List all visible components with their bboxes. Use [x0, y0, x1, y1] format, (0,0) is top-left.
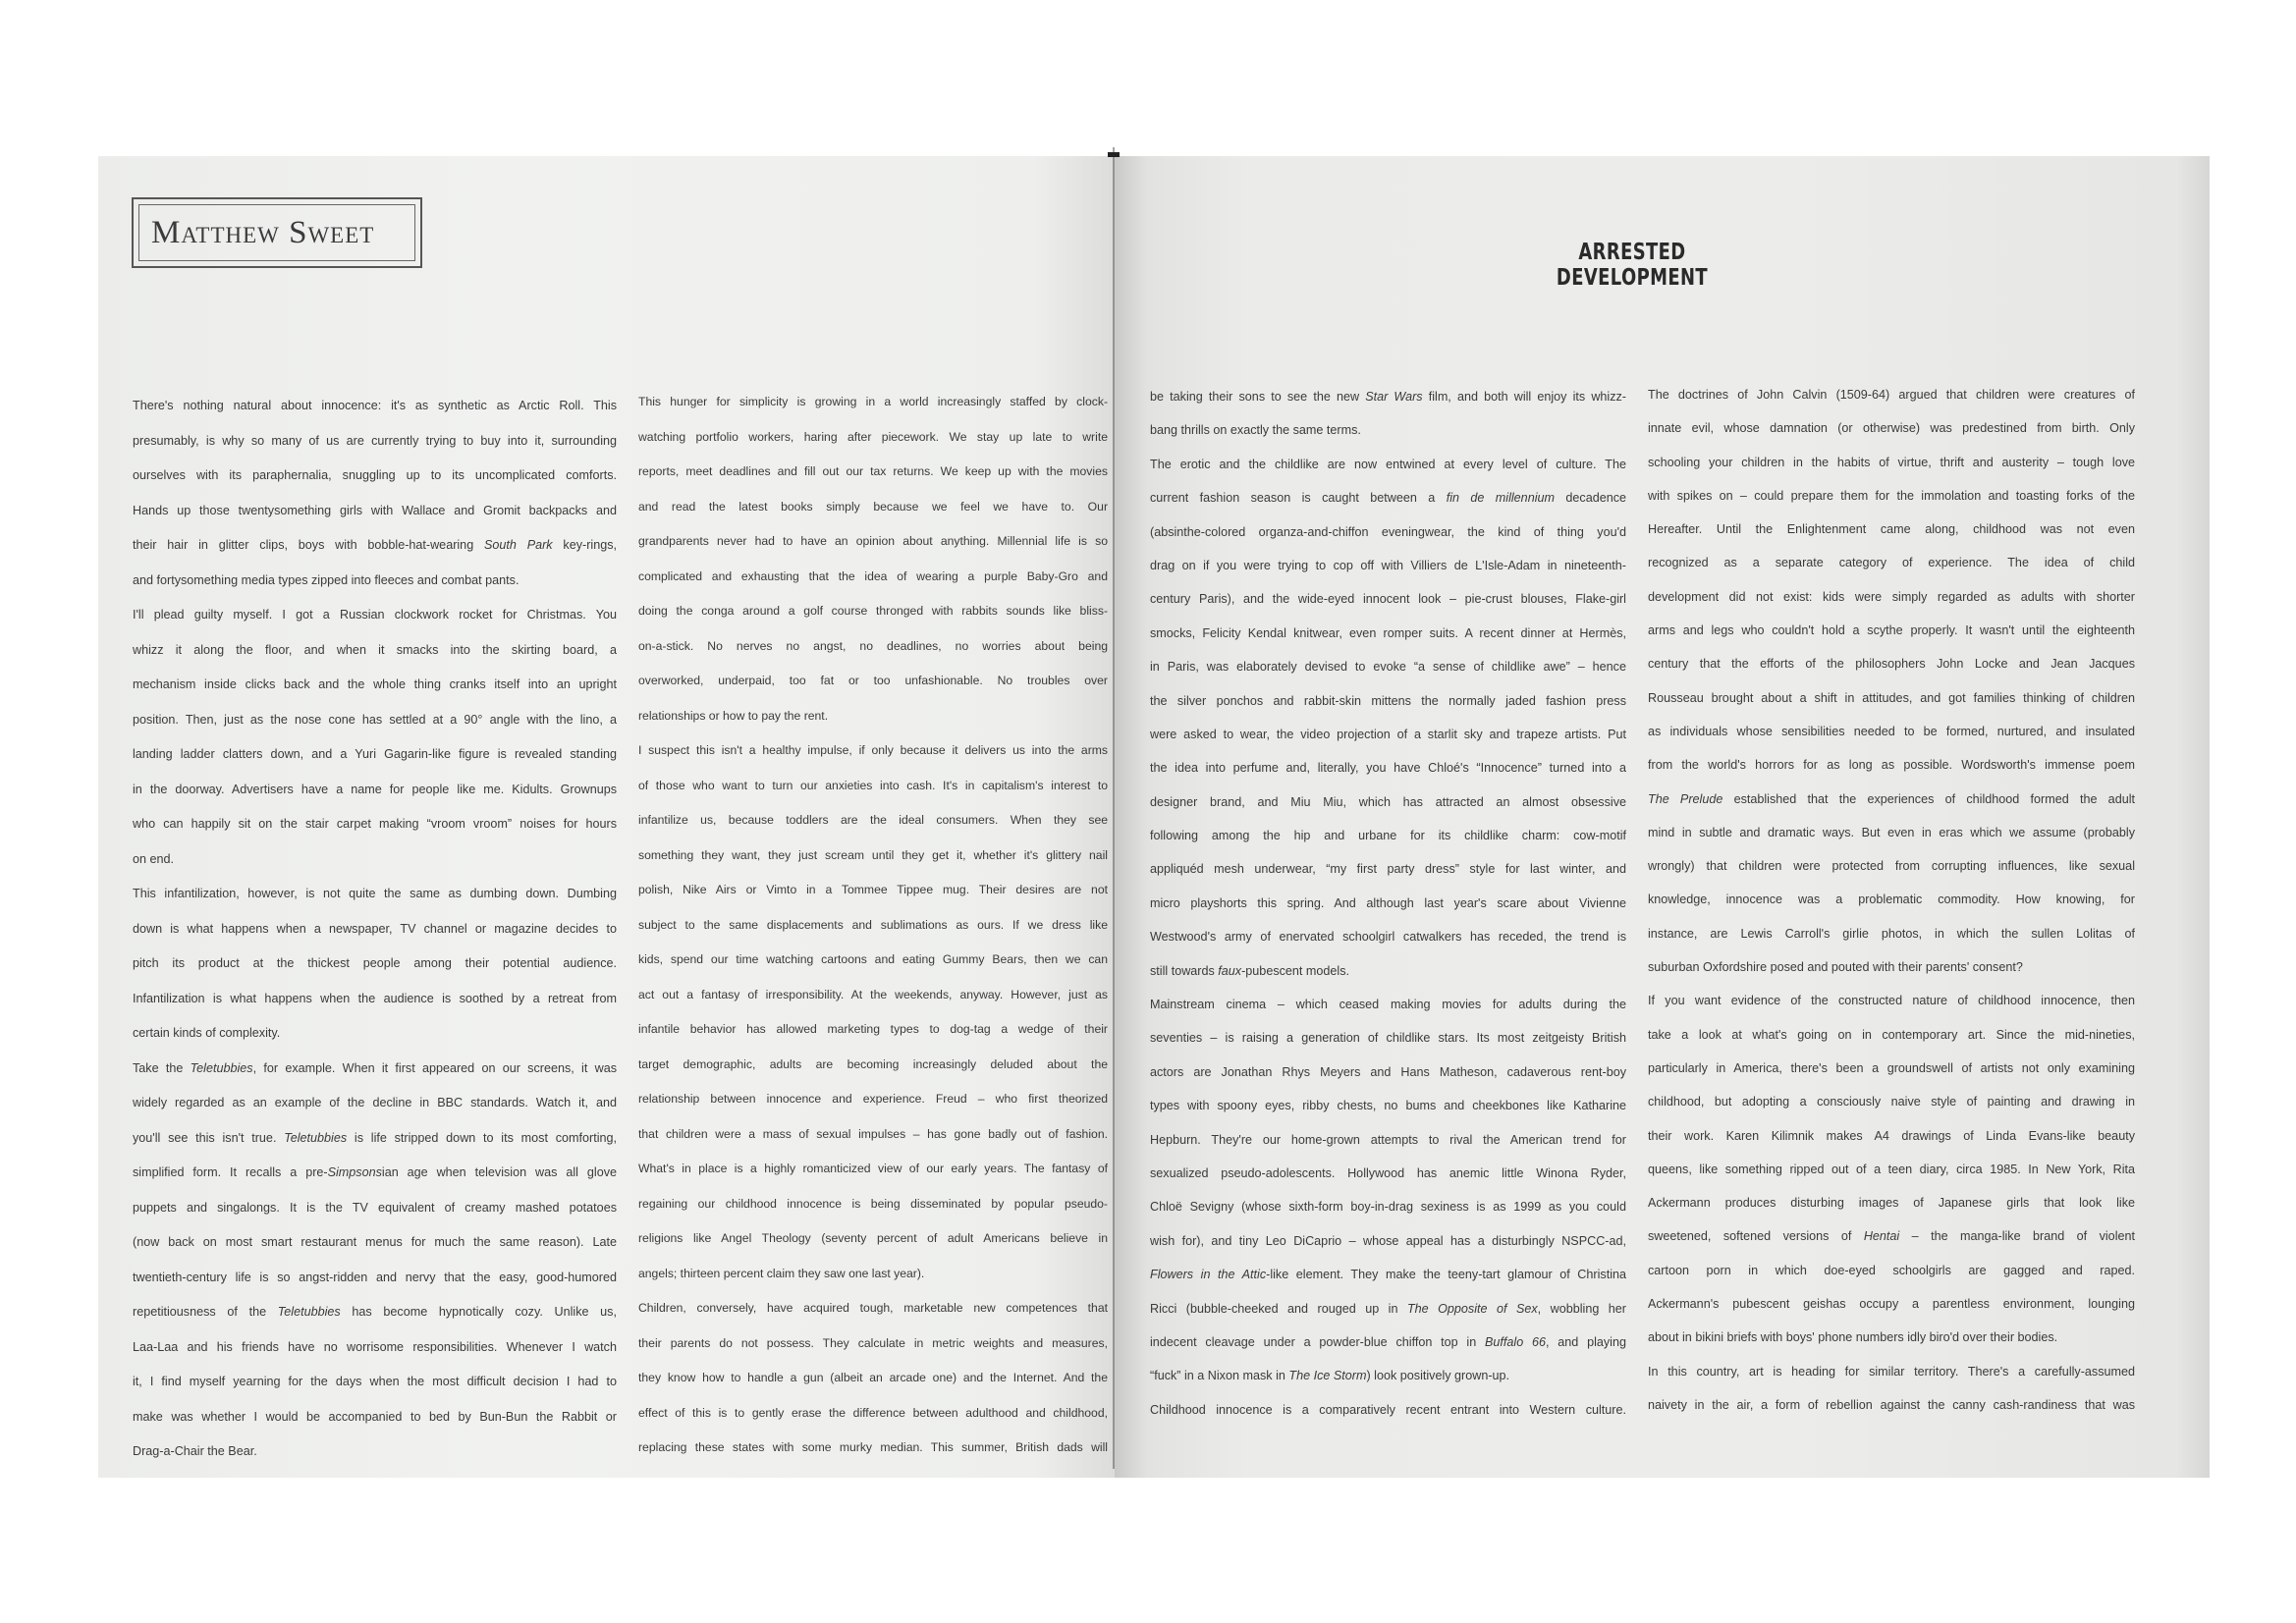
text-line: be taking their sons to see the new Star Wars film, and both will enjoy its whizz-: [1150, 390, 1627, 404]
italic-title: The Ice Storm: [1288, 1369, 1367, 1383]
text-line: as individuals whose sensibilities needed to be formed, nurtured, and insulated: [1648, 724, 2135, 738]
italic-title: fin de millennium: [1446, 491, 1555, 506]
text-line: childhood, but adopting a consciously naive style of painting and drawing in: [1648, 1095, 2135, 1109]
text-column-2: [638, 387, 1108, 1468]
text-line: still towards faux-pubescent models.: [1150, 963, 1350, 978]
text-line: drag on if you were trying to cop off with Villiers de L'Isle-Adam in nineteenth-: [1150, 558, 1626, 572]
italic-title: Buffalo 66: [1485, 1334, 1546, 1349]
text-line: the idea into perfume and, literally, you have Chloé's “Innocence” turned into a: [1150, 761, 1626, 776]
text-line: something they want, they just scream until they get it, whether it's glittery nail: [638, 847, 1108, 862]
article-title: ARRESTED DEVELOPMENT: [1556, 240, 1709, 291]
text-line: you'll see this isn't true. Teletubbies is life stripped down to its most comforting,: [133, 1130, 617, 1145]
text-line: in Paris, was elaborately devised to evoke “a sense of childlike awe” – hence: [1150, 660, 1626, 675]
text-line: schooling your children in the habits of virtue, thrift and austerity – tough love: [1648, 455, 2135, 469]
text-line: mechanism inside clicks back and the whole thing cranks itself into an upright: [133, 677, 617, 691]
text-line: about in bikini briefs with boys' phone numbers idly biro'd over their bodies.: [1648, 1330, 2058, 1345]
text-line: This infantilization, however, is not quite the same as dumbing down. Dumbing: [133, 887, 617, 900]
paragraph: [638, 735, 1108, 1293]
text-line: infantilize us, because toddlers are the ideal consumers. When they see: [638, 813, 1108, 827]
text-line: Hepburn. They're our home-grown attempts to rival the American trend for: [1150, 1132, 1626, 1147]
text-line: Drag-a-Chair the Bear.: [133, 1444, 257, 1458]
text-line: act out a fantasy of irresponsibility. At the weekends, anyway. However, just as: [638, 987, 1108, 1001]
text-line: naivety in the air, a form of rebellion against the canny cash-randiness that was: [1648, 1397, 2135, 1412]
text-line: infantile behavior has allowed marketing types to dog-tag a wedge of their: [638, 1022, 1108, 1036]
text-line: Laa-Laa and his friends have no worrisome responsibilities. Whenever I watch: [133, 1339, 617, 1354]
text-line: they know how to handle a gun (albeit an arcade one) and the Internet. And the: [638, 1371, 1108, 1384]
italic-title: The Opposite of Sex: [1406, 1301, 1538, 1316]
text-line: Hereafter. Until the Enlightenment came along, childhood was not even: [1648, 522, 2135, 537]
italic-title: faux: [1218, 963, 1242, 978]
text-line: bang thrills on exactly the same terms.: [1150, 423, 1361, 438]
text-line: designer brand, and Miu Miu, which has attracted an almost obsessive: [1150, 794, 1626, 809]
text-line: whizz it along the floor, and when it smacks into the skirting board, a: [133, 642, 617, 657]
text-line: their parents do not possess. They calculate in metric weights and measures,: [638, 1335, 1108, 1350]
text-line: doing the conga around a golf course thronged with rabbits sounds like bliss-: [638, 604, 1108, 618]
text-line: actors are Jonathan Rhys Meyers and Hans Matheson, cadaverous rent-boy: [1150, 1064, 1626, 1079]
text-line: Hands up those twentysomething girls with Wallace and Gromit backpacks and: [133, 503, 617, 517]
text-line: Childhood innocence is a comparatively recent entrant into Western culture.: [1150, 1402, 1626, 1417]
paragraph: [1150, 990, 1626, 1395]
text-line: In this country, art is heading for similar territory. There's a carefully-assumed: [1648, 1364, 2135, 1379]
text-line: The Prelude established that the experiences of childhood formed the adult: [1648, 791, 2135, 806]
text-line: make was whether I would be accompanied to bed by Bun-Bun the Rabbit or: [133, 1409, 617, 1424]
paragraph: [1150, 1395, 1626, 1429]
text-line: were asked to wear, the video projection of a starlit sky and trapeze artists. Put: [1150, 727, 1626, 741]
text-line: presumably, is why so many of us are currently trying to buy into it, surrounding: [133, 433, 617, 448]
text-line: subject to the same displacements and sublimations as ours. If we dress like: [638, 917, 1108, 932]
text-line: regaining our childhood innocence is being disseminated by popular pseudo-: [638, 1196, 1108, 1211]
text-line: from the world's horrors for as long as possible. Wordsworth's immense poem: [1648, 758, 2135, 773]
text-line: Ackermann's pubescent geishas occupy a parentless environment, lounging: [1648, 1297, 2135, 1312]
italic-title: Hentai: [1863, 1229, 1900, 1244]
text-line: (absinthe-colored organza-and-chiffon eveningwear, the kind of thing you'd: [1150, 524, 1626, 539]
text-line: wrongly) that children were protected from corrupting influences, like sexual: [1648, 859, 2135, 874]
text-line: widely regarded as an example of the decline in BBC standards. Watch it, and: [133, 1096, 617, 1109]
italic-title: Simpsons: [327, 1165, 382, 1179]
text-line: ourselves with its paraphernalia, snuggling up to its uncomplicated comforts.: [133, 468, 617, 482]
text-line: their work. Karen Kilimnik makes A4 drawings of Linda Evans-like beauty: [1648, 1128, 2135, 1143]
paragraph: [1648, 1357, 2135, 1425]
text-line: knowledge, innocence was a problematic commodity. How knowing, for: [1648, 893, 2135, 907]
text-line: This hunger for simplicity is growing in a world increasingly staffed by clock-: [638, 395, 1108, 408]
text-line: “fuck” in a Nixon mask in The Ice Storm) look positively grown-up.: [1150, 1369, 1510, 1383]
text-line: their hair in glitter clips, boys with bobble-hat-wearing South Park key-rings,: [133, 538, 617, 552]
text-line: on-a-stick. No nerves no angst, no deadlines, no worries about being: [638, 638, 1108, 653]
paragraph: [1150, 382, 1626, 450]
text-line: recognized as a separate category of experience. The idea of child: [1648, 556, 2135, 570]
text-line: overworked, underpaid, too fat or too unfashionable. No troubles over: [638, 674, 1108, 687]
italic-title: Teletubbies: [190, 1060, 253, 1075]
text-line: types with spoony eyes, ribby chests, no bums and cheekbones like Katharine: [1150, 1099, 1626, 1113]
paragraph: [1150, 450, 1626, 990]
text-line: kids, spend our time watching cartoons and eating Gummy Bears, then we can: [638, 952, 1108, 966]
text-line: and read the latest books simply because we feel we have to. Our: [638, 499, 1108, 514]
text-line: repetitiousness of the Teletubbies has become hypnotically cozy. Unlike us,: [133, 1305, 617, 1319]
text-line: replacing these states with some murky median. This summer, British dads will: [638, 1440, 1108, 1454]
text-line: (now back on most smart restaurant menus for much the same reason). Late: [133, 1235, 617, 1249]
text-line: certain kinds of complexity.: [133, 1026, 281, 1040]
paragraph: [638, 387, 1108, 735]
text-line: grandparents never had to have an opinion about anything. Millennial life is so: [638, 534, 1108, 548]
text-line: pitch its product at the thickest people among their potential audience.: [133, 956, 617, 970]
text-line: reports, meet deadlines and fill out our tax returns. We keep up with the movies: [638, 464, 1108, 478]
text-line: sexualized pseudo-adolescents. Hollywood has anemic little Winona Ryder,: [1150, 1165, 1626, 1180]
text-line: mind in subtle and dramatic ways. But even in eras which we assume (probably: [1648, 825, 2135, 839]
text-line: cartoon porn in which doe-eyed schoolgirls are gagged and raped.: [1648, 1263, 2135, 1277]
text-line: take a look at what's going on in contemporary art. Since the mid-nineties,: [1648, 1027, 2135, 1042]
text-line: complicated and exhausting that the idea of wearing a purple Baby-Gro and: [638, 568, 1108, 583]
paragraph: [133, 391, 617, 600]
italic-title: Teletubbies: [277, 1305, 341, 1319]
text-line: on end.: [133, 851, 175, 866]
text-line: Infantilization is what happens when the audience is soothed by a retreat from: [133, 991, 617, 1005]
text-line: innate evil, whose damnation (or otherwise) was predestined from birth. Only: [1648, 421, 2135, 436]
text-line: Take the Teletubbies, for example. When it first appeared on our screens, it was: [133, 1060, 617, 1075]
text-line: sweetened, softened versions of Hentai – the manga-like brand of violent: [1648, 1229, 2135, 1244]
text-line: current fashion season is caught between a fin de millennium decadence: [1150, 491, 1627, 506]
text-line: If you want evidence of the constructed nature of childhood innocence, then: [1648, 994, 2135, 1008]
text-line: instance, are Lewis Carroll's girlie photos, in which the sullen Lolitas of: [1648, 926, 2135, 941]
italic-title: Teletubbies: [284, 1130, 348, 1145]
text-line: development did not exist: kids were simply regarded as adults with shorter: [1648, 589, 2135, 604]
text-line: arms and legs who couldn't hold a scythe properly. It wasn't until the eighteenth: [1648, 623, 2135, 638]
text-line: indecent cleavage under a powder-blue chiffon top in Buffalo 66, and playing: [1150, 1334, 1626, 1349]
paragraph: [133, 1054, 617, 1472]
text-line: What's in place is a highly romanticized view of our early years. The fantasy of: [638, 1162, 1108, 1175]
text-line: landing ladder clatters down, and a Yuri Gagarin-like figure is revealed standing: [133, 747, 617, 761]
text-line: who can happily sit on the stair carpet making “vroom vroom” noises for hours: [133, 817, 617, 831]
text-line: I'll plead guilty myself. I got a Russian clockwork rocket for Christmas. You: [133, 608, 617, 622]
text-line: target demographic, adults are becoming increasingly deluded about the: [638, 1056, 1108, 1071]
paragraph: [1648, 380, 2135, 986]
text-line: smocks, Felicity Kendal knitwear, even romper suits. A recent dinner at Hermès,: [1150, 625, 1626, 640]
text-line: I suspect this isn't a healthy impulse, if only because it delivers us into the arms: [638, 743, 1108, 757]
text-line: Children, conversely, have acquired tough, marketable new competences that: [638, 1301, 1108, 1315]
text-line: effect of this is to gently erase the difference between adulthood and childhood,: [638, 1405, 1108, 1420]
text-line: suburban Oxfordshire posed and pouted with their parents' consent?: [1648, 960, 2023, 975]
text-line: of those who want to turn our anxieties into cash. It's in capitalism's interest to: [638, 778, 1108, 792]
text-line: following among the hip and urbane for its childlike charm: cow-motif: [1150, 829, 1626, 843]
text-line: relationships or how to pay the rent.: [638, 708, 829, 723]
text-column-1: [133, 391, 617, 1472]
text-line: it, I find myself yearning for the days when the most difficult decision I had to: [133, 1375, 617, 1388]
italic-title: South Park: [484, 538, 553, 552]
text-line: watching portfolio workers, haring after piecework. We stay up late to write: [638, 429, 1108, 444]
text-line: century Paris), and the wide-eyed innocent look – pie-crust blouses, Flake-girl: [1150, 592, 1626, 607]
text-line: twentieth-century life is so angst-ridden and nervy that the easy, good-humored: [133, 1270, 617, 1284]
paragraph: [133, 600, 617, 879]
italic-title: Star Wars: [1365, 390, 1423, 404]
binding-mark: [1108, 152, 1120, 157]
text-line: appliquéd mesh underwear, “my first party dress” style for last winter, and: [1150, 862, 1626, 877]
text-line: There's nothing natural about innocence: it's as synthetic as Arctic Roll. This: [133, 399, 617, 412]
text-line: Westwood's army of enervated schoolgirl catwalkers has receded, the trend is: [1150, 930, 1626, 945]
text-line: down is what happens when a newspaper, TV channel or magazine decides to: [133, 921, 617, 936]
text-line: The doctrines of John Calvin (1509-64) argued that children were creatures of: [1648, 388, 2135, 402]
paragraph: [133, 879, 617, 1054]
text-line: Flowers in the Attic-like element. They make the teeny-tart glamour of Christina: [1150, 1268, 1626, 1282]
text-line: queens, like something ripped out of a teen diary, circa 1985. In New York, Rita: [1648, 1162, 2135, 1176]
text-line: in the doorway. Advertisers have a name for people like me. Kidults. Grownups: [133, 782, 617, 796]
text-line: Chloë Sevigny (whose sixth-form boy-in-drag sexiness is as 1999 as you could: [1150, 1200, 1626, 1215]
text-line: Rousseau brought about a shift in attitudes, and got families thinking of children: [1648, 690, 2135, 705]
text-line: the silver ponchos and rabbit-skin mittens the normally jaded fashion press: [1150, 693, 1626, 708]
author-name-box: [132, 197, 422, 268]
text-line: particularly in America, there's been a groundswell of artists not only examining: [1648, 1060, 2135, 1075]
text-line: puppets and singalongs. It is the TV equivalent of creamy mashed potatoes: [133, 1200, 617, 1215]
text-line: angels; thirteen percent claim they saw one last year).: [638, 1266, 925, 1280]
text-line: century that the efforts of the philosophers John Locke and Jean Jacques: [1648, 657, 2135, 672]
author-name: Matthew Sweet: [151, 214, 375, 250]
text-line: position. Then, just as the nose cone has settled at a 90° angle with the lino, a: [133, 712, 617, 727]
text-line: seventies – is raising a generation of childlike stars. Its most zeitgeisty British: [1150, 1031, 1626, 1046]
italic-title: The Prelude: [1648, 791, 1723, 806]
text-line: and fortysomething media types zipped into fleeces and combat pants.: [133, 572, 519, 587]
text-column-4: [1648, 380, 2135, 1424]
text-column-3: [1150, 382, 1626, 1429]
text-line: with spikes on – could prepare them for the immolation and toasting forks of the: [1648, 488, 2135, 503]
text-line: religions like Angel Theology (seventy percent of adult Americans believe in: [638, 1231, 1108, 1245]
text-line: Ricci (bubble-cheeked and rouged up in The Opposite of Sex, wobbling her: [1150, 1301, 1626, 1316]
italic-title: Flowers in the Attic: [1150, 1268, 1267, 1282]
text-line: that children were a mass of sexual impulses – has gone badly out of fashion.: [638, 1126, 1108, 1141]
page-gutter: [1113, 147, 1115, 1469]
text-line: The erotic and the childlike are now entwined at every level of culture. The: [1150, 457, 1626, 471]
text-line: wish for), and tiny Leo DiCaprio – whose appeal has a disturbingly NSPCC-ad,: [1150, 1233, 1626, 1248]
text-line: polish, Nike Airs or Vimto in a Tommee Tippee mug. Their desires are not: [638, 883, 1108, 896]
paragraph: [1648, 986, 2135, 1356]
text-line: Ackermann produces disturbing images of Japanese girls that look like: [1648, 1196, 2135, 1211]
author-name-frame: [138, 204, 415, 261]
text-line: relationship between innocence and experience. Freud – who first theorized: [638, 1092, 1108, 1106]
text-line: Mainstream cinema – which ceased making movies for adults during the: [1150, 998, 1626, 1012]
text-line: simplified form. It recalls a pre-Simpsonsian age when television was all glove: [133, 1165, 617, 1179]
paragraph: [638, 1293, 1108, 1468]
text-line: micro playshorts this spring. And although last year's scare about Vivienne: [1150, 895, 1626, 910]
